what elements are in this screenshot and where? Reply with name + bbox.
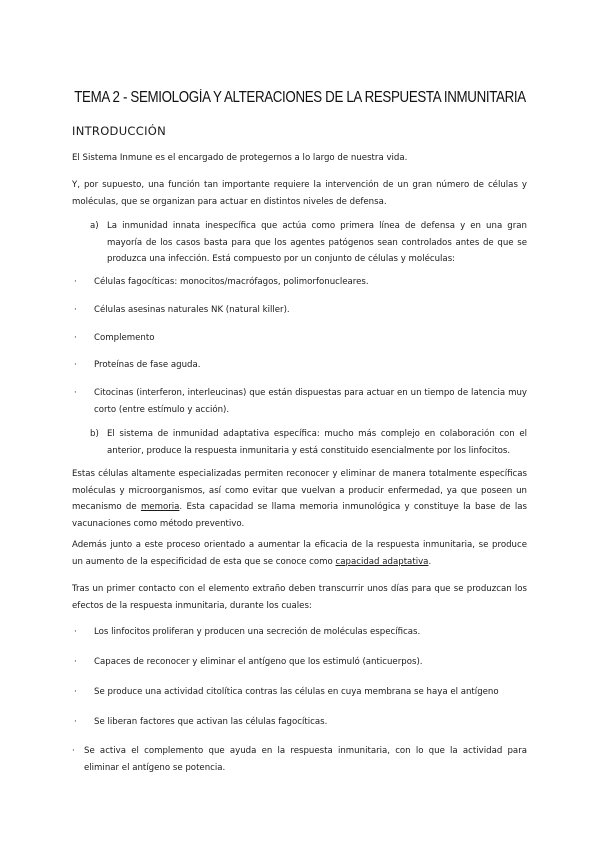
list-item: Se activa el complemento que ayuda en la respuesta inmunitaria, con lo que la actividad para eliminar el antígeno se potencia. [84,746,527,773]
item-b-text: El sistema de inmunidad adaptativa específica: mucho más complejo en colaboración con el anterior, produce la respuesta inmunitaria y está constituido esencialmente por los linfocitos. [107,429,527,456]
list-item: Células fagocíticas: monocitos/macrófagos, polimorfonucleares. [94,277,369,287]
section-heading: INTRODUCCIÓN [72,124,167,138]
bullet-mark: · [74,305,77,315]
list-item: Complemento [94,333,155,343]
bullet-mark: · [74,388,77,398]
bullet-mark: · [74,627,77,637]
item-a-text: La inmunidad innata inespecífica que actúa como primera línea de defensa y en una gran mayoría de los casos basta para que los agentes patógenos sean controlados antes de que se produzca una infección. Está compuesto por un conjunto de células y moléculas: [107,221,527,264]
list-item: Se liberan factores que activan las células fagocíticas. [94,717,328,727]
bullet-mark: · [74,657,77,667]
bullet-mark: · [74,717,77,727]
list-item: Capaces de reconocer y eliminar el antígeno que los estimuló (anticuerpos). [94,657,423,667]
paragraph-adaptive-capacity [72,537,527,570]
term-capacidad-adaptativa: capacidad adaptativa [335,556,429,567]
document-title: TEMA 2 - SEMIOLOGÍA Y ALTERACIONES DE LA RESPUESTA INMUNITARIA [74,89,526,106]
text-run: . [428,556,432,567]
list-item: Se produce una actividad citolítica contras las células en cuya membrana se haya el antígeno [94,687,499,697]
text-run: . Esta capacidad se llama memoria inmunológica y constituye la base de las vacunaciones como método preventivo. [72,502,528,529]
bullet-mark: · [74,687,77,697]
paragraph-intro: El Sistema Inmune es el encargado de protegernos a lo largo de nuestra vida. [72,153,408,163]
text-run: Estas células altamente especializadas permiten reconocer y eliminar de manera totalmente específicas moléculas y microorganismos, así como evitar que vuelvan a producir enfermedad, ya que poseen un mecanismo de [72,469,527,512]
list-item: Los linfocitos proliferan y producen una secreción de moléculas específicas. [94,627,421,637]
list-item: Células asesinas naturales NK (natural killer). [94,305,290,315]
list-item: Citocinas (interferon, interleucinas) que están dispuestas para actuar en un tiempo de latencia muy corto (entre estímulo y acción). [94,388,527,415]
item-b-marker: b) [90,429,99,439]
bullet-mark: · [74,277,77,287]
paragraph-first-contact: Tras un primer contacto con el elemento extraño deben transcurrir unos días para que se produzcan los efectos de la respuesta inmunitaria, durante los cuales: [72,584,527,611]
item-a-marker: a) [90,221,99,231]
bullet-mark: · [74,333,77,343]
term-memoria: memoria [140,502,180,512]
bullet-mark: · [72,746,75,756]
bullet-mark: · [74,360,77,370]
list-item: Proteínas de fase aguda. [94,360,201,370]
paragraph-memory [72,466,527,532]
text-run: Además junto a este proceso orientado a aumentar la eficacia de la respuesta inmunitaria, se produce un aumento de la especificidad de esta que se conoce como [72,540,527,567]
paragraph-defense-levels: Y, por supuesto, una función tan importante requiere la intervención de un gran número de células y moléculas, que se organizan para actuar en distintos niveles de defensa. [72,180,527,207]
